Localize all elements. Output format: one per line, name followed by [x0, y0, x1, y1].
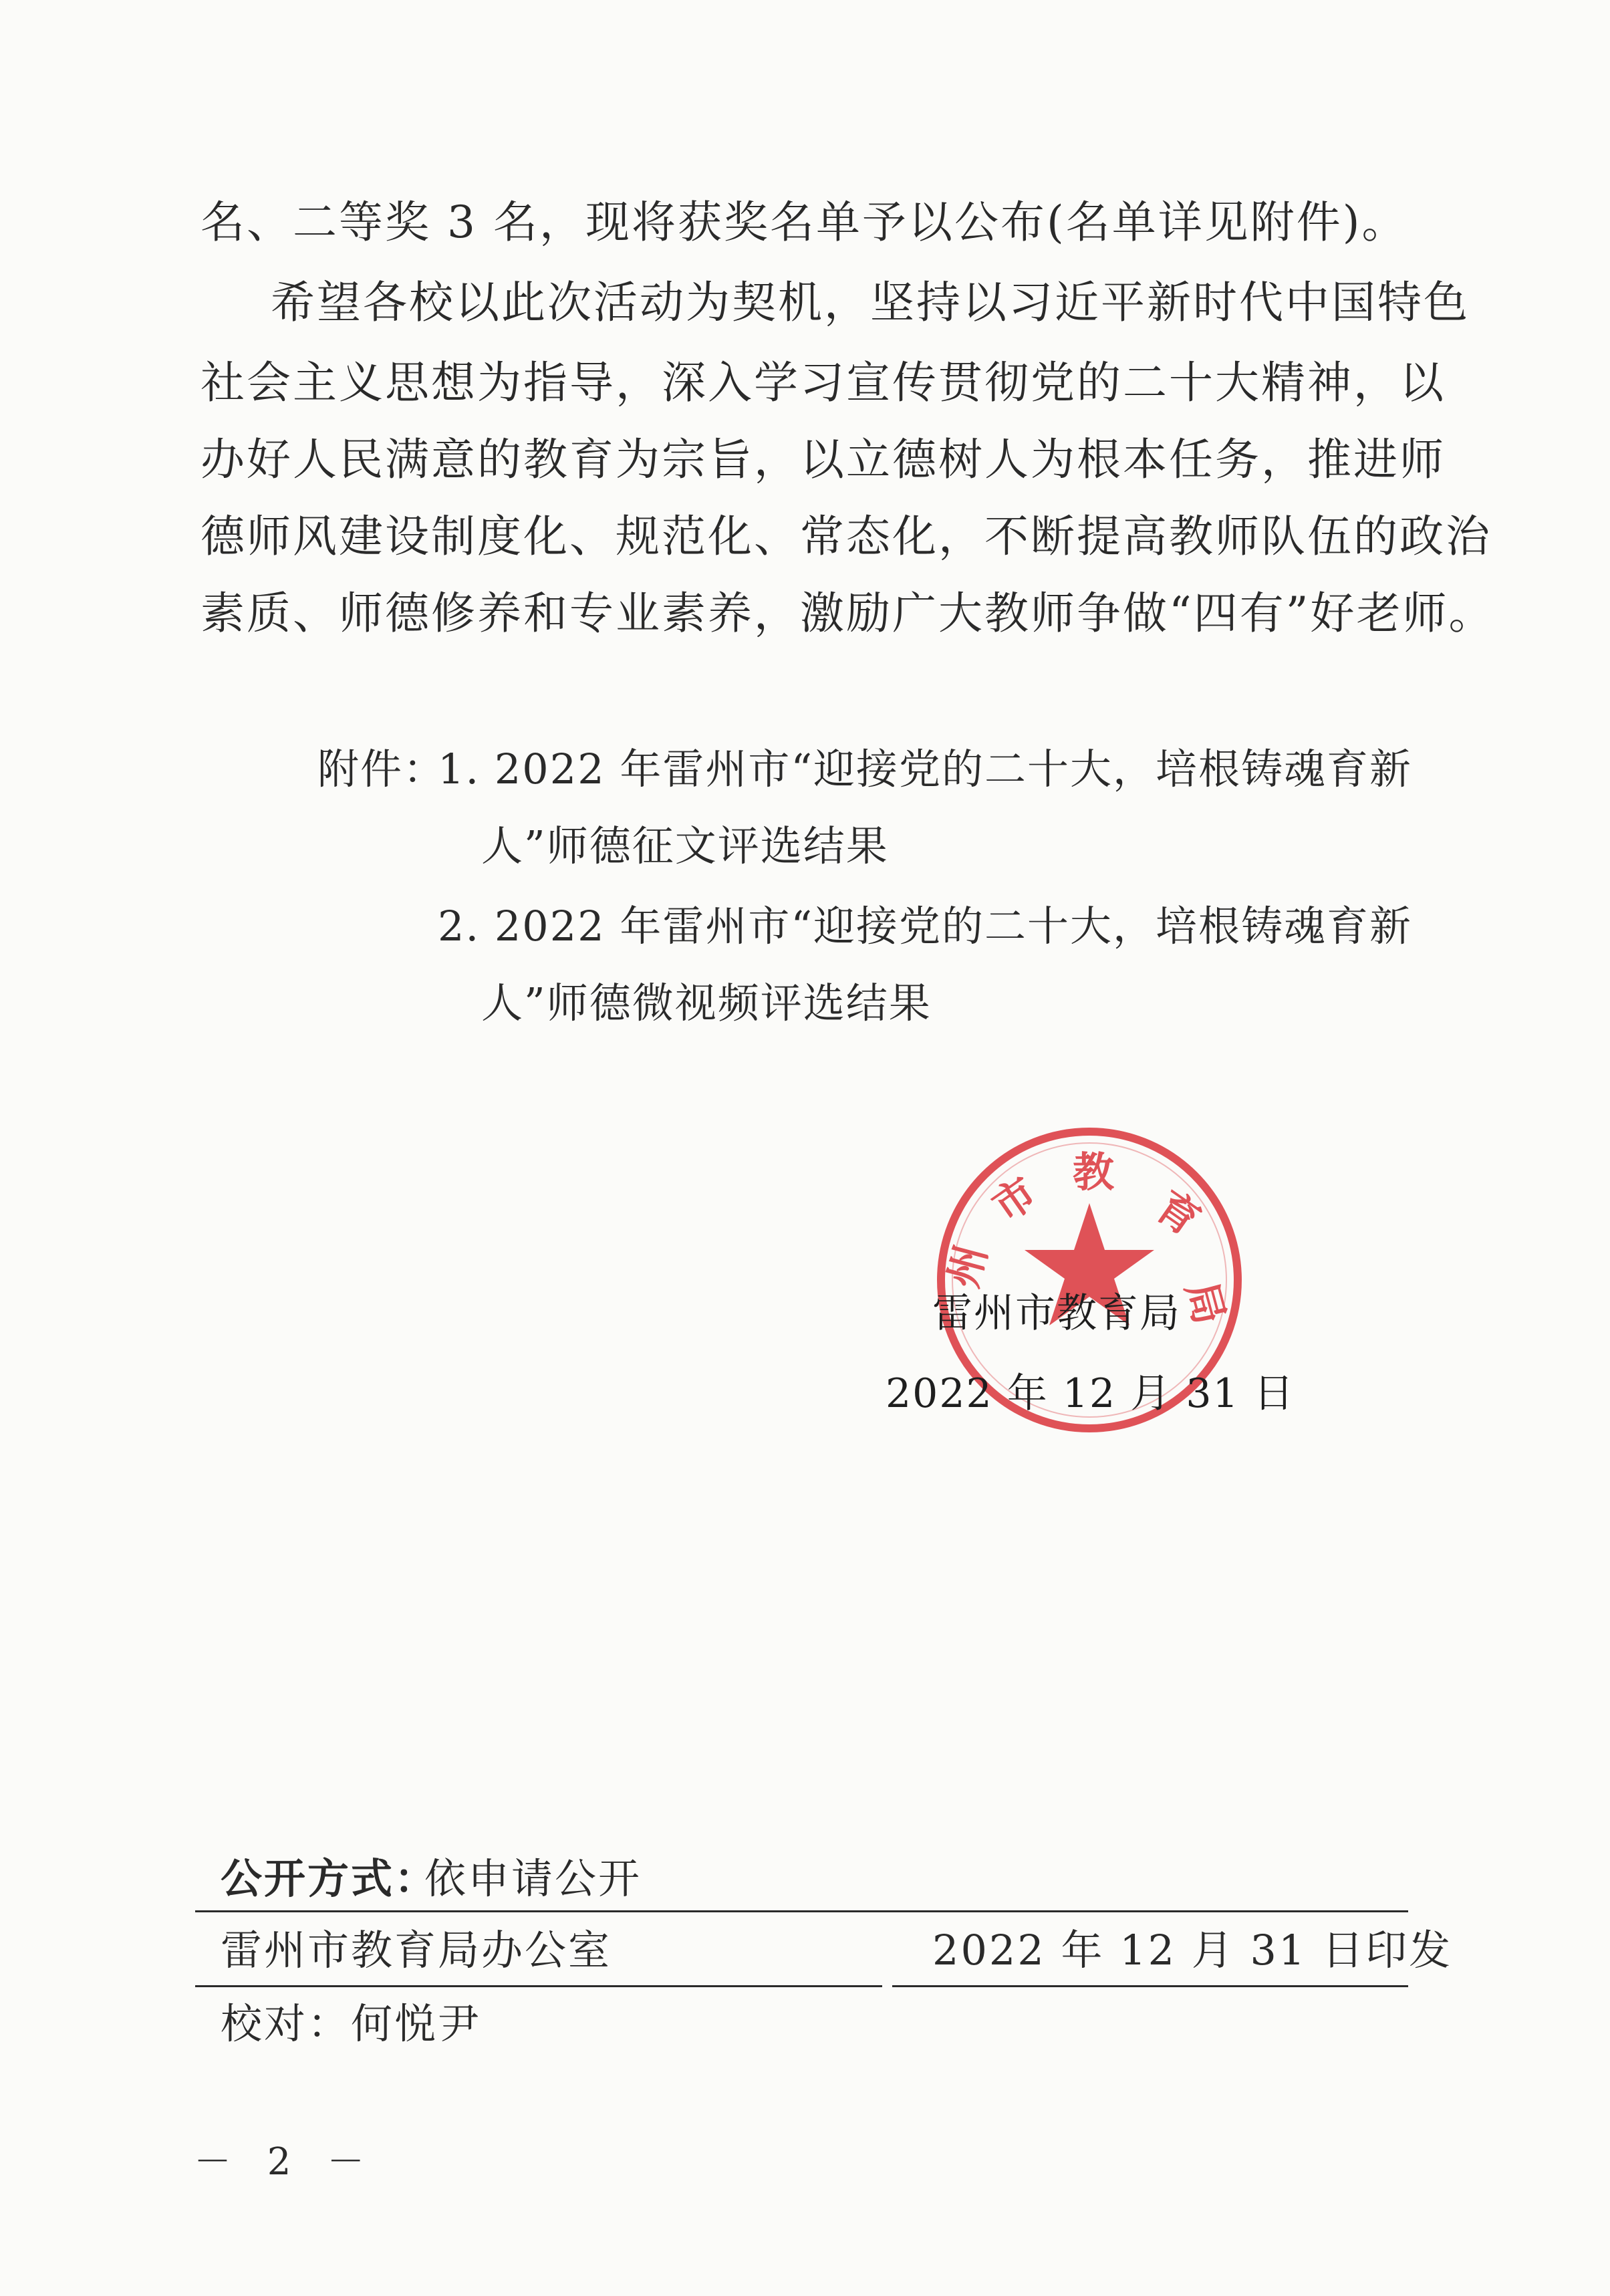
body-line-4: 办好人民满意的教育为宗旨，以立德树人为根本任务，推进师	[200, 434, 1446, 485]
signature-date: 2022 年 12 月 31 日	[886, 1370, 1295, 1417]
disclosure-label: 公开方式：	[221, 1854, 438, 1903]
body-line-3: 社会主义思想为指导，深入学习宣传贯彻党的二十大精神，以	[200, 357, 1446, 408]
svg-text:局: 局	[1176, 1276, 1235, 1329]
issuer: 雷州市教育局办公室	[221, 1926, 612, 1974]
page-number: － 2 －	[194, 2140, 377, 2184]
proofreader: 校对：何悦尹	[221, 1999, 482, 2048]
body-line-2: 希望各校以此次活动为契机，坚持以习近平新时代中国特色	[271, 277, 1470, 328]
body-line-6: 素质、师德修养和专业素养，激励广大教师争做“四有”好老师。	[200, 588, 1495, 639]
divider-line	[195, 1910, 1408, 1912]
svg-text:州: 州	[938, 1240, 996, 1293]
svg-text:教: 教	[1073, 1148, 1115, 1196]
attachment-1-line-2: 人”师德征文评选结果	[481, 821, 889, 870]
body-line-5: 德师风建设制度化、规范化、常态化，不断提高教师队伍的政治	[200, 511, 1492, 562]
disclosure-value: 依申请公开	[424, 1854, 642, 1903]
attachments-label: 附件：	[317, 745, 446, 793]
issue-date: 2022 年 12 月 31 日印发	[932, 1926, 1453, 1974]
attachment-2-line-1: 2. 2022 年雷州市“迎接党的二十大，培根铸魂育新	[438, 902, 1413, 950]
attachment-2-line-2: 人”师德微视频评选结果	[481, 979, 932, 1027]
signature-org: 雷州市教育局	[932, 1290, 1181, 1337]
divider-line	[892, 1985, 1408, 1987]
svg-text:育: 育	[1147, 1181, 1210, 1245]
body-line-1: 名、二等奖 3 名，现将获奖名单予以公布(名单详见附件)。	[200, 197, 1408, 248]
attachment-1-line-1: 1. 2022 年雷州市“迎接党的二十大，培根铸魂育新	[438, 745, 1413, 793]
svg-text:市: 市	[983, 1167, 1046, 1232]
divider-line	[195, 1985, 882, 1987]
